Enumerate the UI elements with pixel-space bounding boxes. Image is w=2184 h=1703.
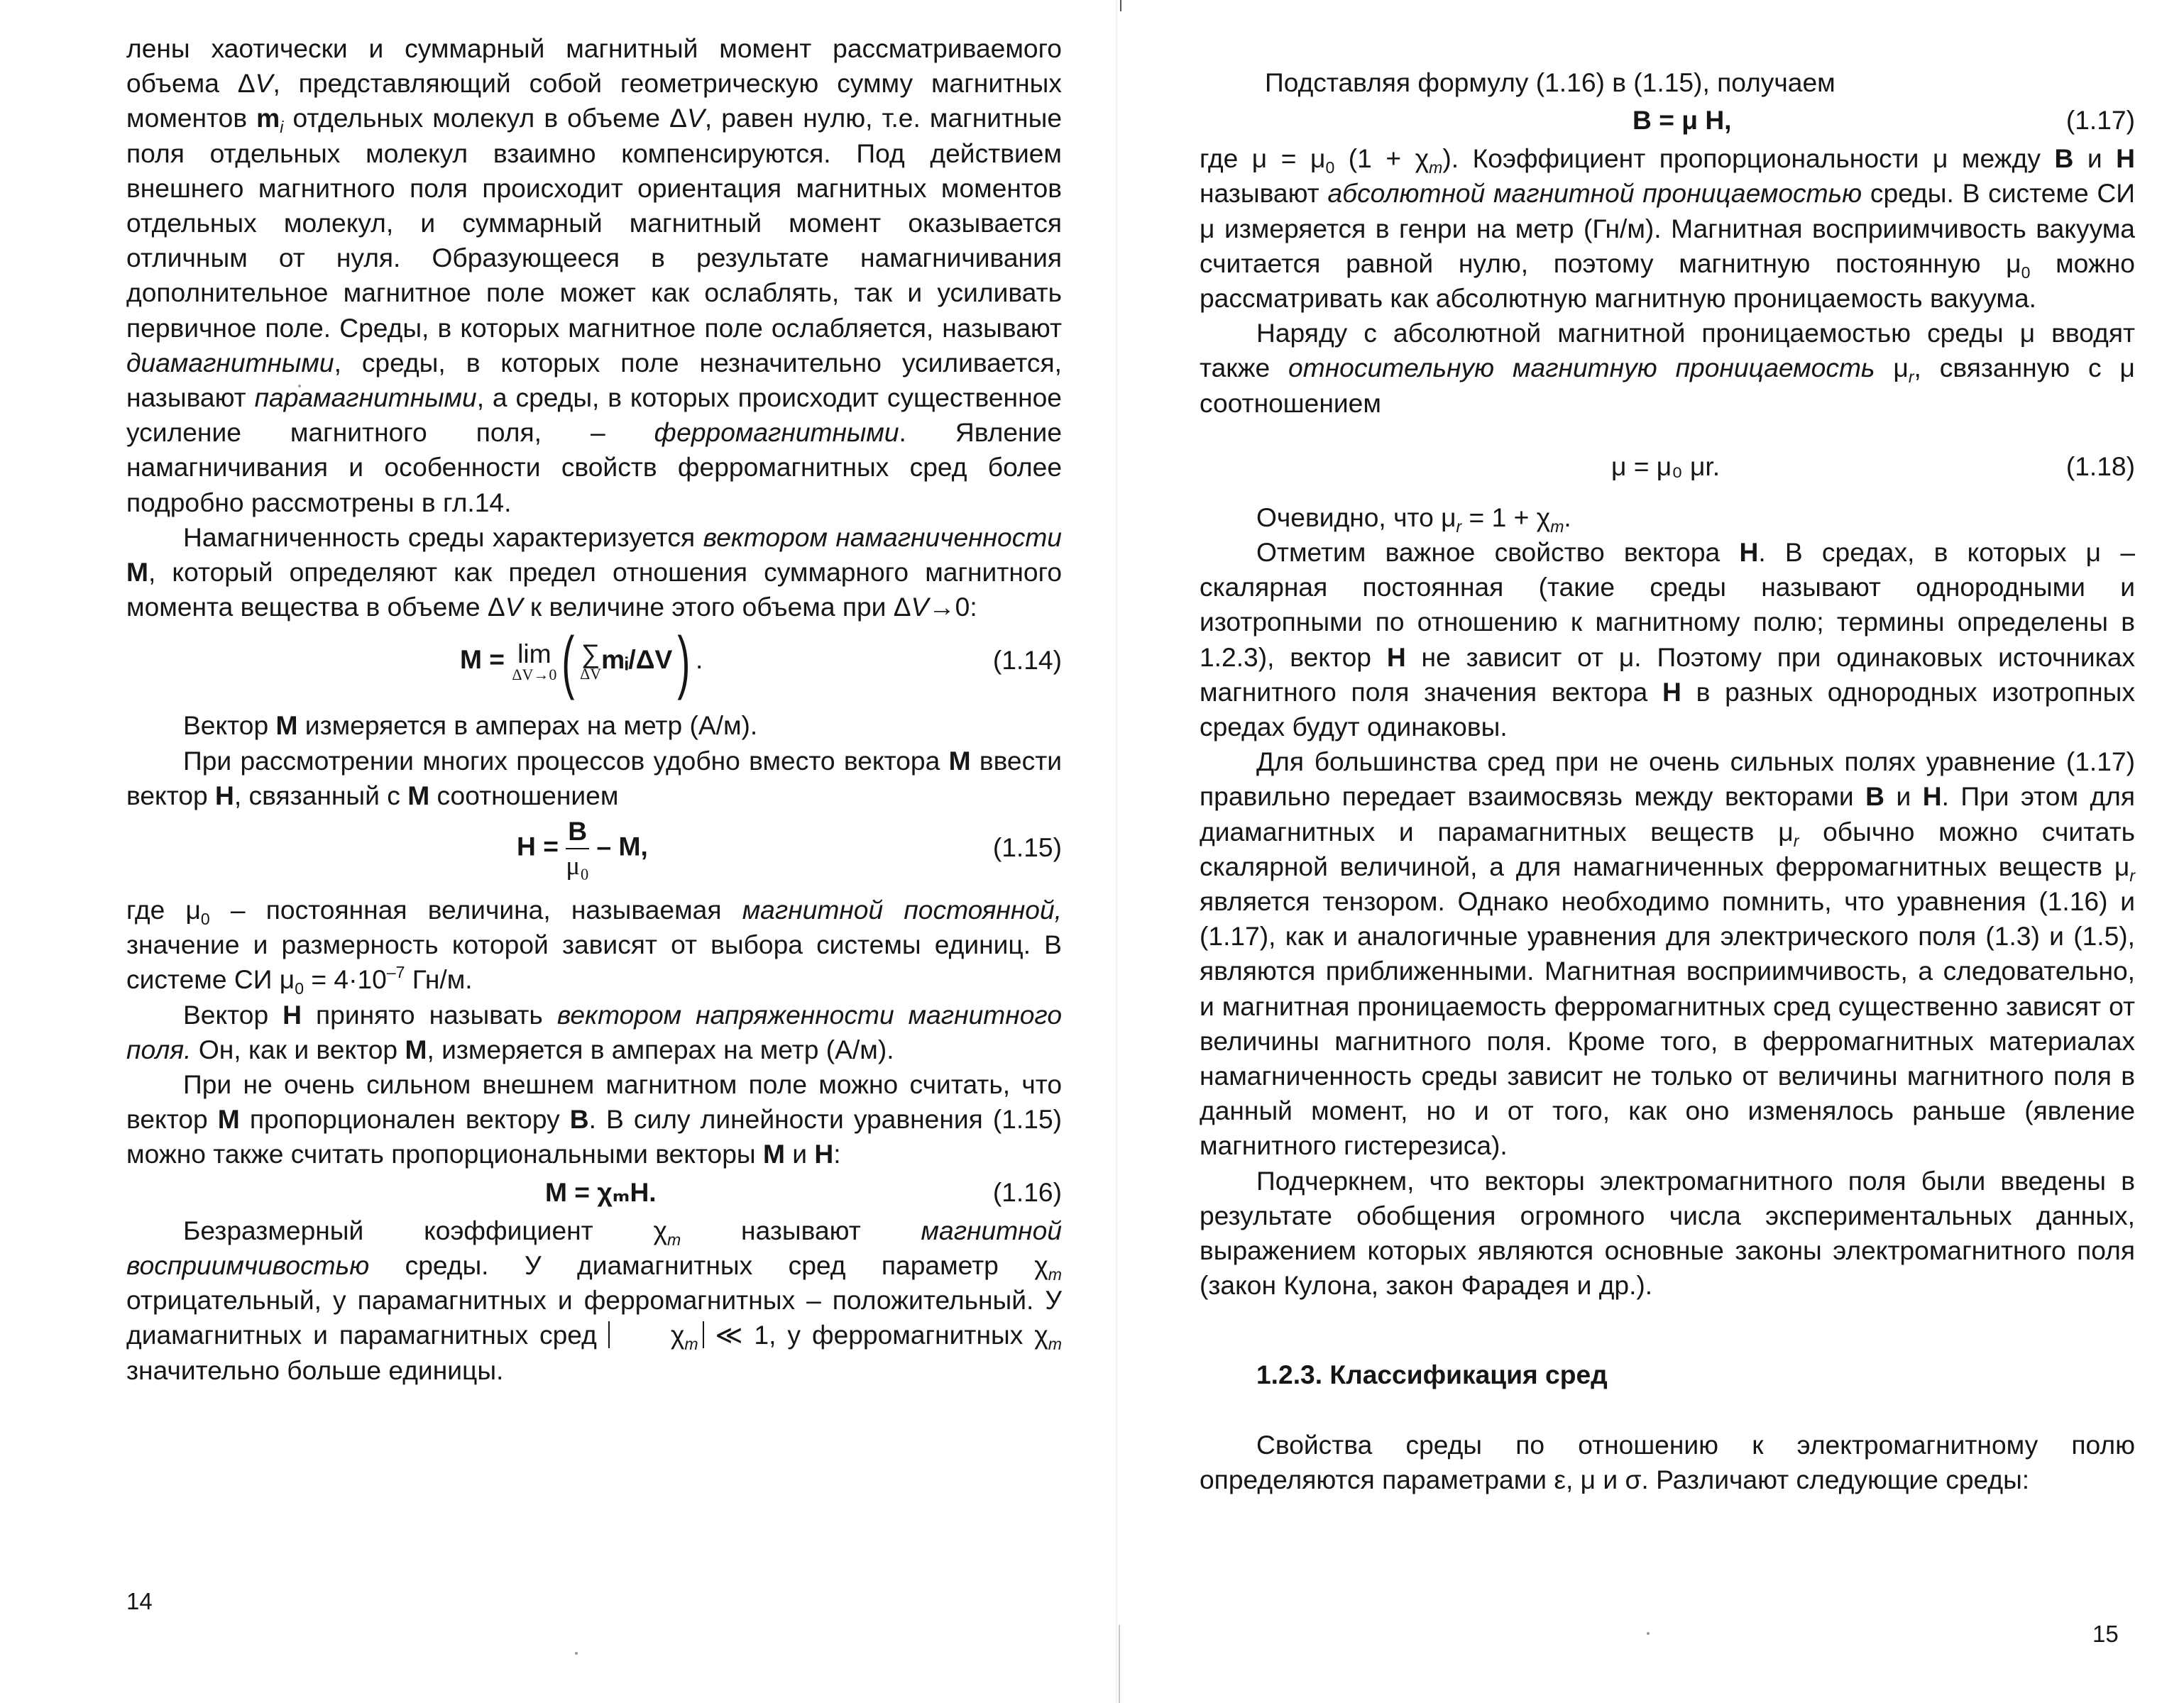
equation-number: (1.18) [2065,451,2135,481]
scan-speck [575,1652,578,1655]
scan-speck [1647,1632,1650,1635]
equation-number: (1.16) [992,1176,1062,1207]
equation-1-16 [126,1172,1062,1213]
fraction: $\frac{B}{\text{μ₀}}$ [566,816,590,881]
equation-formula: H = $\frac{B}{\text{μ₀}}$ – M, [517,816,648,881]
paragraph: Подставляя формулу (1.16) в (1.15), получаем [1265,67,1835,97]
equation-formula: B = μ H, [1632,105,1732,136]
fold-mark [1120,0,1121,11]
paragraph: Свойства среды по отношению к электромагнитному полю определяются параметрами ε, μ и σ. Различают следующие среды: [1200,1429,2135,1494]
paragraph: лены хаотически и суммарный магнитный момент рассматриваемого объема ΔV, представляющий собой геометрическую сумму магнитных моментов $m_i$ отдельных молекул в объеме ΔV, равен нулю, т.е. магнитные поля отдельных молекул взаимно компенсируются. Под действием внешнего магнитного поля происходит ориентация магнитных моментов отдельных молекул, и суммарный магнитный момент оказывается отличным от нуля. Образующееся в результате намагничивания дополнительное магнитное поле может как ослаблять, так и усиливать первичное поле. Среды, в которых магнитное поле ослабляется, называют диамагнитными, среды, в которых поле незначительно усиливается, называют парамагнитными, а среды, в которых происходит существенное усиление магнитного поля, – ферромагнитными. Явление намагничивания и особенности свойств ферромагнитных сред более подробно рассмотрены в гл.14. [126,33,1063,517]
sum-operator: ∑ ΔV [580,639,602,683]
paragraph: где $\mu_0$ – постоянная величина, называемая магнитной постоянной, значение и размерность которой зависят от выбора системы единиц. В системе СИ $\mu_0 = 4\cdot 10^{-7}$ Гн/м. [126,895,1062,998]
right-page [1200,65,2135,1497]
equation-number: (1.17) [2065,105,2135,136]
equation-1-18 [1200,421,2135,500]
equation-1-17 [1200,100,2135,141]
paragraph: Подчеркнем, что векторы электромагнитного поля были введены в результате обобщения огромного числа экспериментальных данных, выражением которых являются основные законы электромагнитного поля (закон Кулона, закон Фарадея и др.). [1200,1165,2135,1301]
page-number: 14 [126,1588,153,1614]
paragraph: Для большинства сред при не очень сильных полях уравнение (1.17) правильно передает взаимосвязь между векторами B и H. При этом для диамагнитных и парамагнитных веществ $\mu_r$ обычно можно считать скалярной величиной, а для намагниченных ферромагнитных веществ $\mu_r$ является тензором. Однако необходимо помнить, что уравнения (1.16) и (1.17), как и аналогичные уравнения для электрического поля (1.3) и (1.5), являются приближенными. Магнитная восприимчивость, а следовательно, и магнитная проницаемость ферромагнитных сред существенно зависят от величины магнитного поля. Кроме того, в ферромагнитных материалах намагниченность среды зависит не только от величины магнитного поля в данный момент, но и от того, как оно изменялось раньше (явление магнитного гистерезиса). [1200,746,2136,1161]
paragraph: Вектор H принято называть вектором напряженности магнитного поля. Он, как и вектор M, измеряется в амперах на метр (А/м). [126,999,1063,1064]
limit-operator: lim ΔV→0 [512,639,557,684]
equation-number: (1.14) [992,645,1062,676]
paragraph: Очевидно, что $\mu_r = 1 + \chi_m$. [1256,502,1571,536]
paragraph: Наряду с абсолютной магнитной проницаемостью среды μ вводят также относительную магнитную проницаемость $\mu_r$, связанную с μ соотношением [1200,318,2135,418]
paragraph: Вектор M измеряется в амперах на метр (А/м). [183,710,758,741]
paragraph: При рассмотрении многих процессов удобно вместо вектора M ввести вектор H, связанный с M соотношением [126,745,1063,810]
paragraph: Отметим важное свойство вектора H. В средах, в которых μ – скалярная постоянная (такие среды называют однородными и изотропными по отношению к магнитному полю; термины определены в 1.2.3), вектор H не зависит от μ. Поэтому при одинаковых источниках магнитного поля значения вектора H в разных однородных изотропных средах будут одинаковы. [1200,537,2135,742]
fold-shadow [1119,1625,1120,1703]
equation-1-14 [126,624,1062,708]
left-page [126,31,1062,1388]
section-heading: 1.2.3. Классификация сред [1256,1359,1608,1389]
equation-formula: M = lim ΔV→0 ( ∑ ΔV mᵢ/ΔV) . [460,622,703,701]
equation-formula: μ = μ₀ μr. [1611,451,1721,481]
paragraph: где $\mu = \mu_0$ $(1 + \chi_m)$. Коэффициент пропорциональности μ между B и H называют абсолютной магнитной проницаемостью среды. В системе СИ μ измеряется в генри на метр (Гн/м). Магнитная восприимчивость вакуума считается равной нулю, поэтому магнитную постоянную $\mu_0$ можно рассматривать как абсолютную магнитную проницаемость вакуума. [1200,143,2136,314]
paragraph: Намагниченность среды характеризуется вектором намагниченности M, который определяют как предел отношения суммарного магнитного момента вещества в объеме ΔV к величине этого объема при ΔV→0: [126,522,1062,622]
book-fold [1116,0,1118,1703]
page-number: 15 [2092,1621,2119,1647]
paragraph: Безразмерный коэффициент $\chi_m$ называют магнитной восприимчивостью среды. У диамагнитных сред параметр $\chi_m$ отрицательный, у парамагнитных и ферромагнитных – положительный. У диамагнитных и парамагнитных сред $\chi_m$ ≪ 1, у ферромагнитных $\chi_m$ значительно больше единицы. [126,1215,1062,1385]
equation-1-15 [126,813,1062,893]
paragraph: При не очень сильном внешнем магнитном поле можно считать, что вектор M пропорционален вектору B. В силу линейности уравнения (1.15) можно также считать пропорциональными векторы M и H: [126,1069,1063,1169]
equation-number: (1.15) [992,832,1062,863]
equation-formula: M = χₘH. [545,1176,657,1207]
